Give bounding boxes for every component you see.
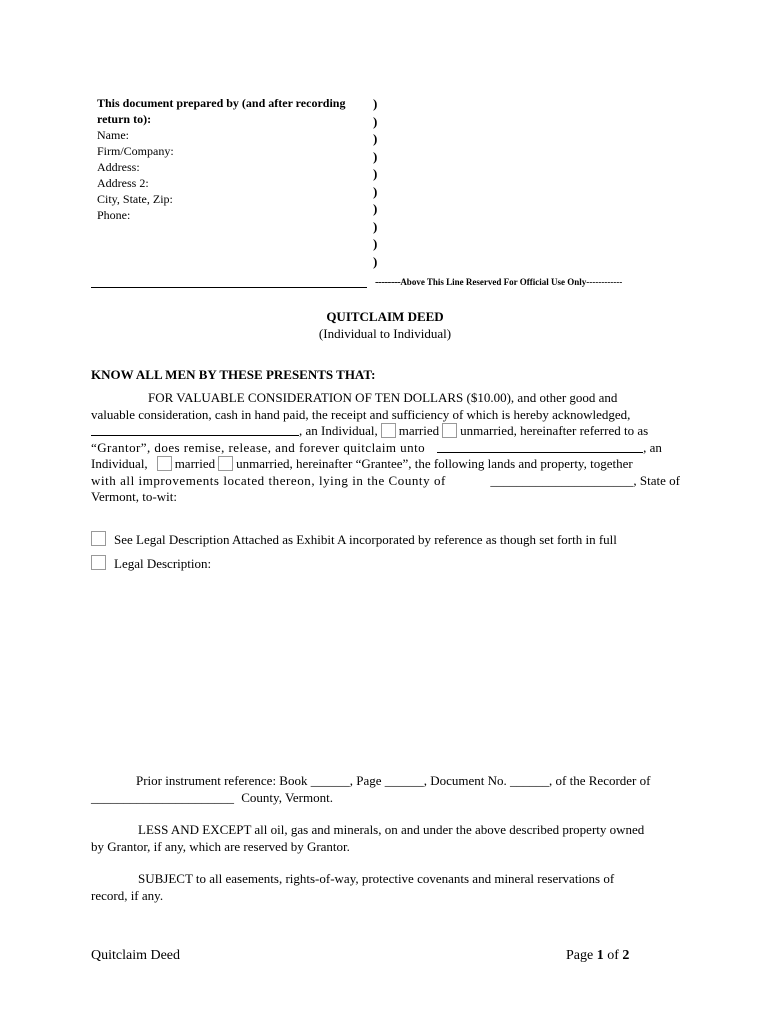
- page-of-label: of: [607, 948, 619, 963]
- grantor-unmarried-label: unmarried, hereinafter referred to as: [460, 423, 649, 438]
- state-of-text: , State of: [633, 472, 680, 488]
- county-text: with all improvements located thereon, lying in the County of: [91, 472, 446, 488]
- less-except-line: by Grantor, if any, which are reserved by Grantor.: [91, 839, 350, 854]
- page-label: Page: [566, 948, 594, 963]
- prepared-by-block: [97, 95, 369, 223]
- grantor-individual-text: , an Individual,: [299, 423, 378, 438]
- grantor-married-checkbox[interactable]: [381, 423, 396, 438]
- subject-paragraph: [91, 870, 681, 904]
- less-except-paragraph: [91, 821, 681, 855]
- paren: ): [373, 113, 378, 129]
- legal-description-label: Legal Description:: [114, 556, 212, 571]
- address-label: Address:: [97, 160, 140, 174]
- legal-description-checkbox[interactable]: [91, 555, 106, 570]
- consideration-line: valuable consideration, cash in hand paid, the receipt and sufficiency of which is hereby acknowledged,: [91, 406, 631, 422]
- quitclaim-text: “Grantor”, does remise, release, and forever quitclaim unto: [91, 439, 426, 455]
- grantee-married-checkbox[interactable]: [157, 456, 172, 471]
- subject-line: record, if any.: [91, 888, 164, 903]
- grantee-an-text: , an: [643, 439, 662, 455]
- official-use-text: Above This Line Reserved For Official Use Only: [400, 277, 587, 287]
- subject-line: SUBJECT to all easements, rights-of-way, protective covenants and mineral reservations of: [138, 871, 615, 886]
- prior-county-blank[interactable]: ______________________: [91, 790, 234, 805]
- grantee-line: [91, 456, 680, 473]
- legal-description-option: [91, 555, 211, 572]
- footer-doc-title: Quitclaim Deed: [91, 948, 181, 963]
- prepared-by-heading-cont: return to):: [97, 112, 152, 126]
- paren: ): [373, 236, 378, 251]
- official-dash-tail: ------------: [586, 277, 623, 287]
- quitclaim-line: [91, 440, 680, 457]
- less-except-line: LESS AND EXCEPT all oil, gas and minerals, on and under the above described property owned: [138, 822, 645, 837]
- exhibit-label: See Legal Description Attached as Exhibit A incorporated by reference as though set forth in full: [114, 532, 617, 547]
- grantee-unmarried-label: unmarried, hereinafter “Grantee”, the following lands and property, together: [236, 456, 633, 471]
- consideration-paragraph: [91, 390, 680, 506]
- paren: ): [373, 148, 378, 164]
- paren-column: [373, 95, 385, 270]
- paren: ): [373, 201, 378, 216]
- prior-county-line: [91, 789, 681, 806]
- grantee-unmarried-checkbox[interactable]: [218, 456, 233, 471]
- grantor-line: [91, 423, 680, 440]
- exhibit-checkbox[interactable]: [91, 531, 106, 546]
- county-blank[interactable]: ______________________: [490, 472, 634, 488]
- grantor-name-blank[interactable]: [91, 423, 299, 436]
- paren: ): [373, 96, 378, 111]
- grantee-individual-text: Individual,: [91, 456, 148, 471]
- phone-label: Phone:: [97, 208, 131, 222]
- county-blank-group: [490, 473, 680, 490]
- document-title: QUITCLAIM DEED: [326, 309, 444, 324]
- grantee-name-blank[interactable]: [437, 440, 643, 453]
- recording-divider: [91, 287, 367, 288]
- prepared-by-heading: This document prepared by (and after recording: [97, 96, 346, 110]
- grantor-unmarried-checkbox[interactable]: [442, 423, 457, 438]
- address2-label: Address 2:: [97, 176, 149, 190]
- exhibit-option: [91, 531, 617, 548]
- prior-county-text: County, Vermont.: [241, 790, 333, 805]
- prior-instrument-line: Prior instrument reference: Book ______, Page ______, Document No. ______, of the Recorder of: [136, 773, 651, 788]
- vermont-line: Vermont, to-wit:: [91, 489, 177, 504]
- consideration-line: FOR VALUABLE CONSIDERATION OF TEN DOLLARS ($10.00), and other good and: [148, 390, 618, 405]
- paren: ): [373, 131, 378, 146]
- page-total: 2: [622, 948, 630, 963]
- name-label: Name:: [97, 128, 129, 142]
- paren: ): [373, 166, 378, 181]
- paren: ): [373, 183, 378, 199]
- paren: ): [373, 218, 378, 234]
- document-subtitle: (Individual to Individual): [318, 326, 452, 341]
- page-current: 1: [596, 948, 604, 963]
- page-number: [566, 948, 629, 964]
- city-state-zip-label: City, State, Zip:: [97, 192, 173, 206]
- official-dash-lead: --------: [375, 276, 401, 288]
- know-all-men-heading: KNOW ALL MEN BY THESE PRESENTS THAT:: [91, 367, 376, 382]
- paren: ): [373, 253, 378, 269]
- firm-label: Firm/Company:: [97, 144, 174, 158]
- grantor-married-label: married: [398, 423, 440, 438]
- county-line: [91, 473, 680, 490]
- grantee-married-label: married: [174, 456, 216, 471]
- prior-instrument-paragraph: [91, 772, 681, 806]
- official-use-notice: [375, 276, 622, 288]
